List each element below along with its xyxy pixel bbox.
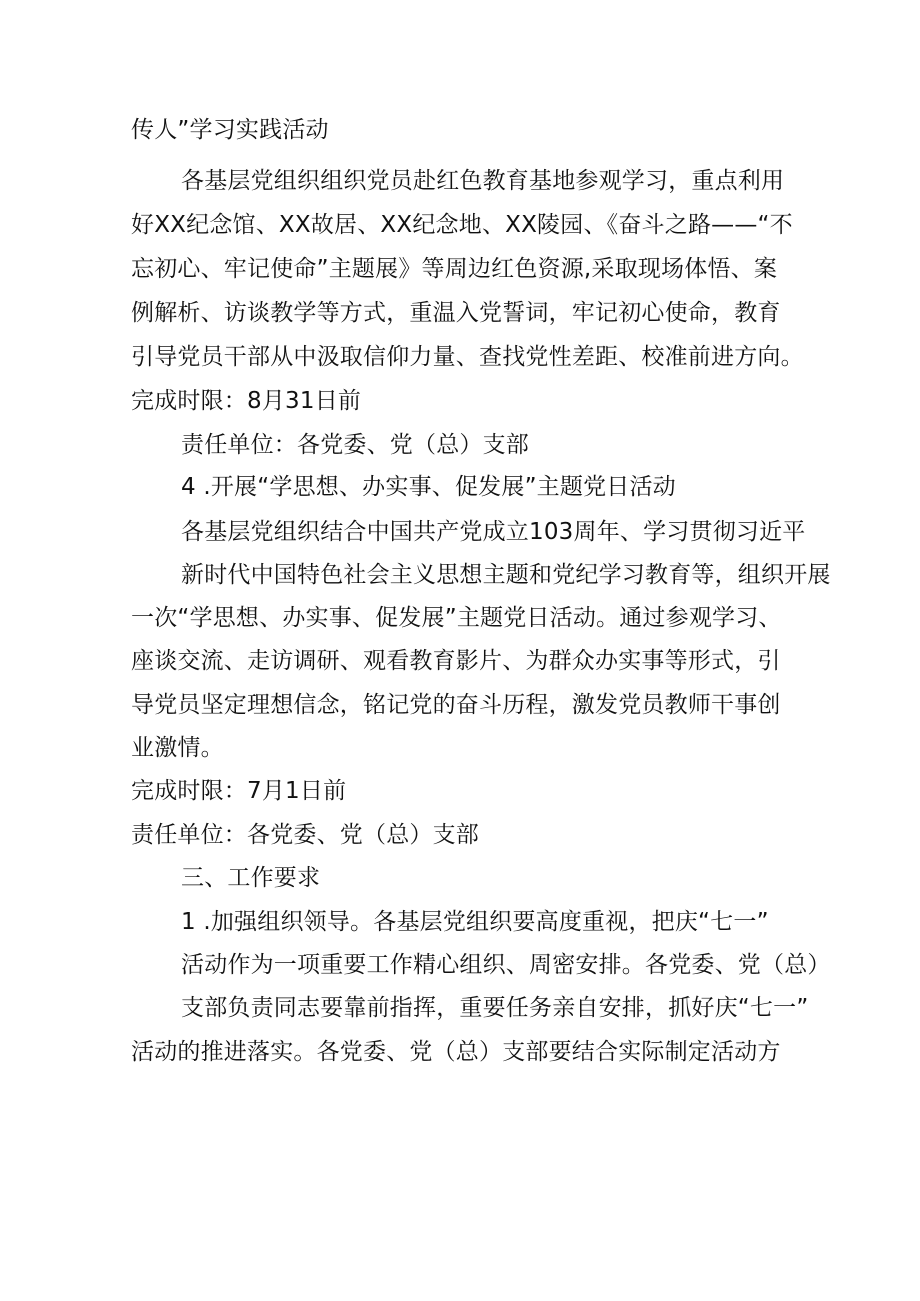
text-line: 一次“学思想、办实事、促发展”主题党日活动。通过参观学习、 — [131, 605, 782, 631]
text-line: 例解析、访谈教学等方式，重温入党誓词，牢记初心使命，教育 — [131, 300, 781, 326]
text-line: 导党员坚定理想信念，铭记党的奋斗历程，激发党员教师干事创 — [131, 692, 781, 718]
text-line: 忘初心、牢记使命”主题展》等周边红色资源,采取现场体悟、案 — [131, 256, 778, 282]
deadline-line: 完成时限：7月1日前 — [131, 778, 347, 804]
item-heading: 4 .开展“学思想、办实事、促发展”主题党日活动 — [181, 474, 676, 500]
text-line: 支部负责同志要靠前指挥，重要任务亲自安排，抓好庆“七一” — [181, 995, 809, 1021]
text-line: 活动作为一项重要工作精心组织、周密安排。各党委、党（总） — [181, 952, 831, 978]
deadline-line: 完成时限：8月31日前 — [131, 388, 362, 414]
section-heading: 三、工作要求 — [181, 865, 321, 891]
text-line: 业激情。 — [131, 735, 224, 761]
text-line: 新时代中国特色社会主义思想主题和党纪学习教育等，组织开展 — [181, 562, 831, 588]
paragraph-start: 各基层党组织组织党员赴红色教育基地参观学习，重点利用 — [181, 168, 785, 194]
responsible-unit-line: 责任单位：各党委、党（总）支部 — [131, 822, 479, 848]
text-line: 好XX纪念馆、XX故居、XX纪念地、XX陵园、《奋斗之路——“不 — [131, 212, 793, 238]
paragraph-start: 1 .加强组织领导。各基层党组织要高度重视，把庆“七一” — [181, 909, 769, 935]
text-line: 座谈交流、走访调研、观看教育影片、为群众办实事等形式，引 — [131, 648, 781, 674]
responsible-unit-line: 责任单位：各党委、党（总）支部 — [181, 432, 529, 458]
text-line: 引导党员干部从中汲取信仰力量、查找党性差距、校准前进方向。 — [131, 344, 804, 370]
text-line: 传人”学习实践活动 — [131, 117, 329, 143]
text-line: 活动的推进落实。各党委、党（总）支部要结合实际制定活动方 — [131, 1039, 781, 1065]
paragraph-start: 各基层党组织结合中国共产党成立103周年、学习贯彻习近平 — [181, 519, 806, 545]
